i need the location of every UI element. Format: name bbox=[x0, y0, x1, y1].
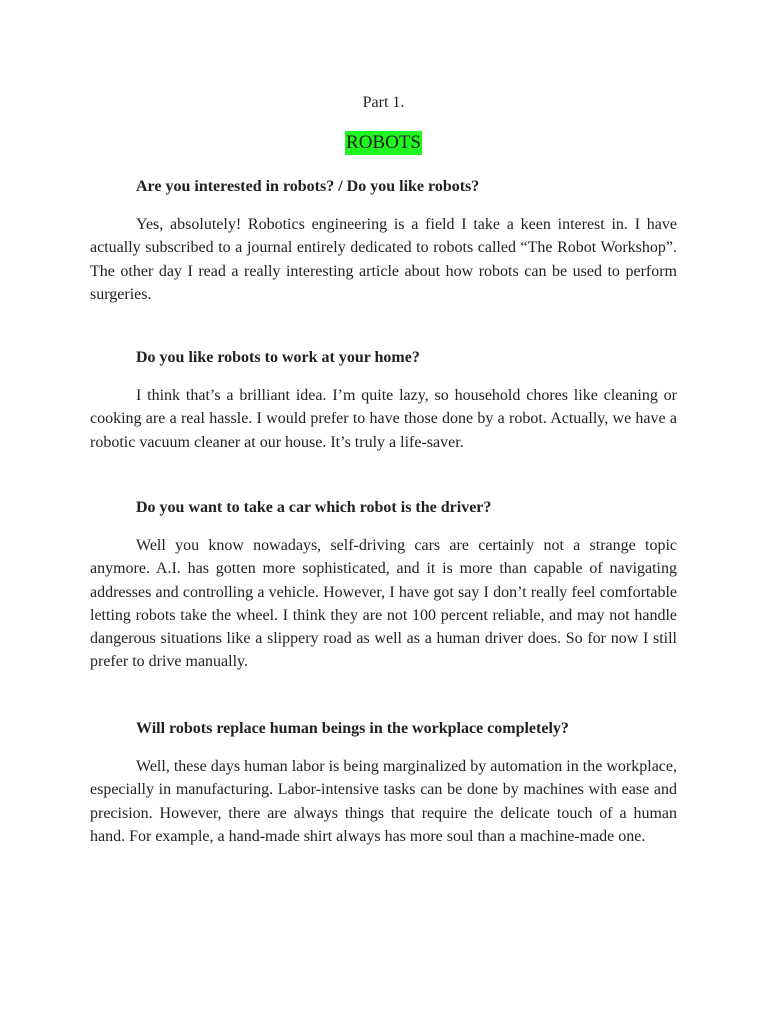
qa-block-2 bbox=[90, 346, 677, 454]
document-title: ROBOTS bbox=[346, 132, 421, 153]
answer-1: Yes, absolutely! Robotics engineering is a field I take a keen interest in. I have actually subscribed to a journal entirely dedicated to robots called “The Robot Workshop”. The other day I read a really interesting article about how robots can be used to perform surgeries. bbox=[90, 216, 677, 303]
title-container bbox=[90, 131, 677, 155]
qa-block-3 bbox=[90, 496, 677, 674]
answer-4: Well, these days human labor is being marginalized by automation in the workplace, especially in manufacturing. Labor-intensive tasks can be done by machines with ease and precision. However, there are always things that require the delicate touch of a human hand. For example, a hand-made shirt always has more soul than a machine-made one. bbox=[90, 758, 677, 845]
qa-block-4 bbox=[90, 717, 677, 848]
question-1: Are you interested in robots? / Do you like robots? bbox=[136, 178, 480, 195]
part-label: Part 1. bbox=[362, 94, 405, 111]
question-2: Do you like robots to work at your home? bbox=[136, 349, 420, 366]
qa-block-1 bbox=[90, 175, 677, 306]
answer-2: I think that’s a brilliant idea. I’m quite lazy, so household chores like cleaning or cooking are a real hassle. I would prefer to have those done by a robot. Actually, we have a robotic vacuum cleaner at our house. It’s truly a life-saver. bbox=[90, 387, 677, 451]
question-3: Do you want to take a car which robot is the driver? bbox=[136, 499, 492, 516]
document-page bbox=[90, 0, 677, 1024]
question-4: Will robots replace human beings in the workplace completely? bbox=[136, 720, 569, 737]
answer-3: Well you know nowadays, self-driving cars are certainly not a strange topic anymore. A.I. has gotten more sophisticated, and it is more than capable of navigating addresses and controlling a vehicle. However, I have got say I don’t really feel comfortable letting robots take the wheel. I think they are not 100 percent reliable, and may not handle dangerous situations like a slippery road as well as a human driver does. So for now I still prefer to drive manually. bbox=[90, 537, 677, 671]
